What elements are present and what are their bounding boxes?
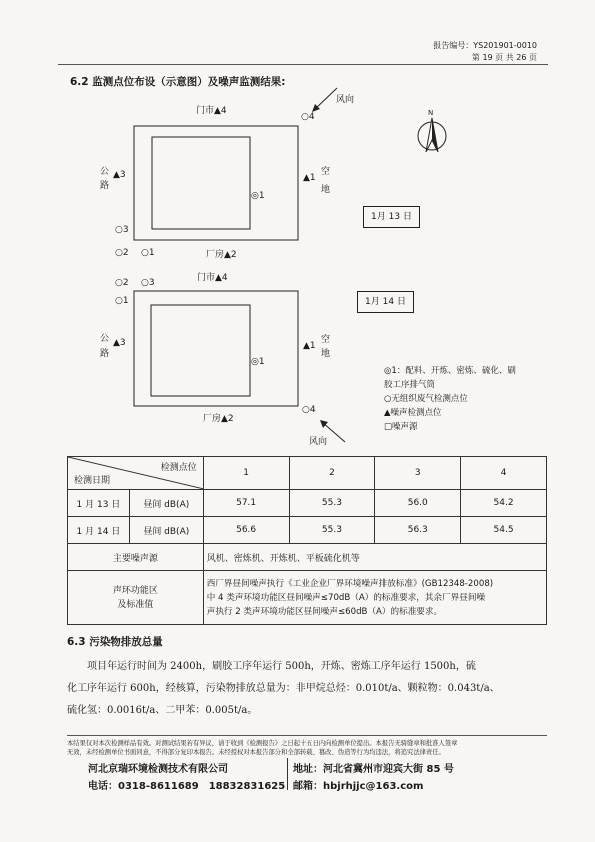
paragraph-line: 化工序年运行 600h，经核算，污染物排放总量为：非甲烷总烃：0.010t/a、颗粒物：0.043t/a、 (67, 683, 500, 694)
date-cell: 1 月 14 日 (68, 517, 130, 544)
circle-point-2-b: ○2 (115, 278, 129, 288)
legend-stack: ◎1：配料、开炼、密炼、硫化、刷 (384, 366, 516, 376)
footer-notice-line-1: 本结果仅对本次检测样品有效。对测试结果若有异议，请于收到《检测报告》之日起十五日内向检测单位提出。本报告无骑缝章和批准人签章 (67, 740, 458, 747)
circle-point-1-b: ○1 (115, 296, 129, 306)
noise-source-value: 风机、密炼机、开炼机、平板硫化机等 (203, 544, 546, 571)
point-header: 4 (461, 457, 547, 490)
point-header: 2 (289, 457, 375, 490)
standard-row (68, 571, 547, 625)
company-address: 地址：河北省冀州市迎宾大街 85 号 (293, 764, 454, 775)
standard-label-line-1: 声环功能区 (112, 585, 158, 596)
wind-label-1: 风向 (336, 95, 355, 105)
standard-text-line: 声执行 2 类声环境功能区昼间噪声≤60dB（A）的标准要求。 (206, 606, 443, 617)
workshop-noise-point-2-b: 厂房▲2 (203, 414, 234, 424)
open-space-noise-point-1-b: ▲1 (303, 341, 316, 351)
open-space-char-1-b: 空 (321, 335, 331, 345)
circle-point-3: ○3 (115, 225, 129, 235)
value-cell: 55.3 (289, 517, 375, 544)
paragraph-line: 硫化氢：0.0016t/a、二甲苯：0.005t/a。 (67, 705, 258, 716)
road-label-char-2-b: 路 (100, 349, 110, 359)
open-space-char-2: 地 (321, 185, 331, 195)
road-label-char-1-b: 公 (100, 334, 110, 344)
value-cell: 56.6 (203, 517, 289, 544)
circle-point-1: ○1 (141, 248, 155, 258)
standard-text (203, 571, 546, 625)
noise-source-row (68, 544, 547, 571)
standard-label-line-2: 及标准值 (117, 599, 154, 610)
table-row (68, 517, 547, 544)
date-box-2: 1月 14 日 (357, 291, 414, 313)
emission-paragraph (67, 656, 547, 722)
footer-notice-line-2: 无效，未经检测单位书面同意，不得部分复印本报告。未经授权对本报告部分和全部转载、篡改、伪造等行为均违法，将追究法律责任。 (67, 749, 445, 756)
road-label-char-1: 公 (100, 167, 110, 177)
period-cell: 昼间 dB(A) (129, 517, 203, 544)
circle-point-2: ○2 (115, 248, 129, 258)
footer-notice (67, 739, 547, 757)
site-boundary-2 (134, 291, 298, 406)
corner-top-label: 检测点位 (160, 463, 197, 473)
section-6-3-title: 6.3 污染物排放总量 (67, 636, 163, 648)
standard-text-line: 中 4 类声环境功能区昼间噪声≤70dB（A）的标准要求，其余厂界昼间噪 (206, 592, 486, 603)
report-number: 报告编号：YS201901-0010 (433, 41, 537, 50)
legend-noise-source: □噪声源 (384, 422, 418, 432)
point-header: 1 (203, 457, 289, 490)
value-cell: 57.1 (203, 490, 289, 517)
road-label-char-2: 路 (100, 181, 110, 191)
period-cell: 昼间 dB(A) (129, 490, 203, 517)
company-name: 河北京瑞环境检测技术有限公司 (88, 764, 228, 775)
circle-point-4: ○4 (301, 112, 315, 122)
workshop-outline-2 (151, 305, 250, 396)
paragraph-line: 项目年运行时间为 2400h，刷胶工序年运行 500h，开炼、密炼工序年运行 1500h，硫 (87, 661, 476, 672)
company-email: 邮箱：hbjrhjjc@163.com (293, 781, 424, 792)
footer-divider (287, 758, 288, 790)
gate-point-4-label: 门市▲4 (196, 106, 227, 116)
legend-unorganized-gas: ○无组织废气检测点位 (384, 394, 468, 404)
noise-results-table (67, 456, 547, 625)
open-space-char-2-b: 地 (321, 349, 331, 359)
open-space-noise-point-1: ▲1 (303, 173, 316, 183)
road-noise-point-3: ▲3 (113, 170, 126, 180)
point-header: 3 (375, 457, 461, 490)
date-box-1: 1月 13 日 (363, 206, 420, 228)
road-noise-point-3-b: ▲3 (113, 338, 126, 348)
legend-noise-point: ▲噪声检测点位 (384, 408, 442, 418)
section-6-2-title: 6.2 监测点位布设（示意图）及噪声监测结果: (70, 76, 286, 88)
circle-point-3-b: ○3 (141, 278, 155, 288)
north-compass-icon (418, 109, 446, 152)
open-space-char-1: 空 (321, 167, 331, 177)
company-phone: 电话：0318-8611689 18832831625 (88, 781, 286, 792)
standard-text-line: 西厂界昼间噪声执行《工业企业厂界环境噪声排放标准》(GB12348-2008) (206, 578, 494, 589)
value-cell: 56.3 (375, 517, 461, 544)
value-cell: 56.0 (375, 490, 461, 517)
site-boundary-1 (134, 126, 298, 240)
value-cell: 54.2 (461, 490, 547, 517)
wind-label-2: 风向 (309, 437, 328, 447)
table-corner-cell (68, 457, 204, 490)
workshop-outline-1 (152, 137, 250, 229)
noise-source-label: 主要噪声源 (68, 544, 204, 571)
stack-point-1: ◎1 (251, 191, 265, 201)
svg-text:N: N (428, 109, 434, 117)
value-cell: 54.5 (461, 517, 547, 544)
gate-point-4-label-2: 门市▲4 (197, 273, 228, 283)
date-cell: 1 月 13 日 (68, 490, 130, 517)
page-number: 第 19 页 共 26 页 (471, 53, 537, 62)
value-cell: 55.3 (289, 490, 375, 517)
table-row (68, 490, 547, 517)
circle-point-4-b: ○4 (302, 405, 316, 415)
footer-rule (67, 735, 547, 736)
legend (384, 364, 516, 434)
workshop-noise-point-2: 厂房▲2 (206, 250, 237, 260)
standard-label (68, 571, 204, 625)
legend-stack-cont: 胶工序排气筒 (384, 380, 436, 390)
table-header-row (68, 457, 547, 490)
corner-bottom-label: 检测日期 (74, 476, 111, 486)
stack-point-1-b: ◎1 (251, 357, 265, 367)
